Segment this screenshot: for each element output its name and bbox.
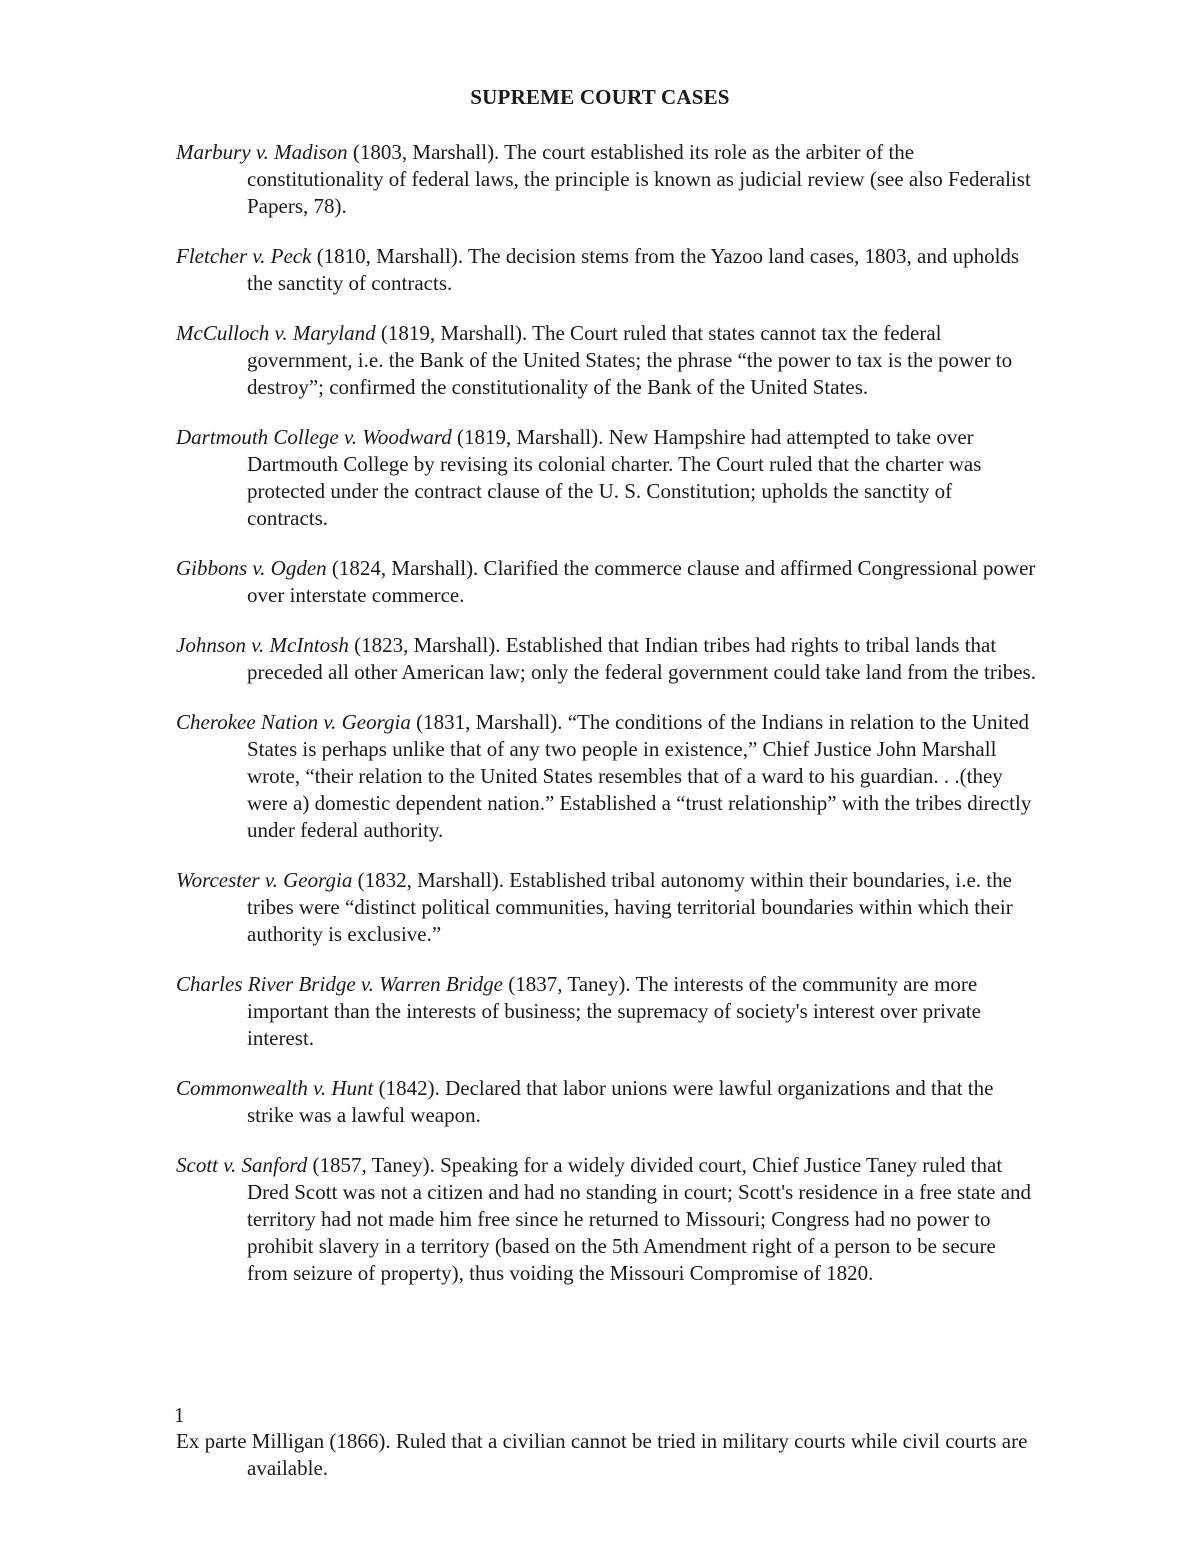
case-description: (1819, Marshall). The Court ruled that states cannot tax the federal government, i.e. the Bank of the United States; the phrase “the power to tax is the power to destroy”; confirmed the constitutionality of the Bank of the United States. [247,321,1013,399]
case-entry-marbury-v-madison [176,139,1036,220]
case-entry-gibbons-v-ogden [176,555,1036,609]
case-name: Marbury v. Madison [176,140,348,164]
case-entry-worcester-v-georgia [176,867,1036,948]
case-entry-commonwealth-v-hunt [176,1075,1036,1129]
case-name: Commonwealth v. Hunt [176,1076,374,1100]
page-title: SUPREME COURT CASES [470,85,730,109]
case-name: Cherokee Nation v. Georgia [176,710,411,734]
case-entry-fletcher-v-peck [176,243,1036,297]
case-description: (1810, Marshall). The decision stems from the Yazoo land cases, 1803, and upholds the sanctity of contracts. [247,244,1020,295]
case-name: Scott v. Sanford [176,1153,308,1177]
case-description: (1857, Taney). Speaking for a widely divided court, Chief Justice Taney ruled that Dred Scott was not a citizen and had no standing in court; Scott's residence in a free state and territory had not made him free since he returned to Missouri; Congress had no power to prohibit slavery in a territory (based on the 5th Amendment right of a person to be secure from seizure of property), thus voiding the Missouri Compromise of 1820. [247,1153,1032,1285]
case-description: (1819, Marshall). New Hampshire had attempted to take over Dartmouth College by revising its colonial charter. The Court ruled that the charter was protected under the contract clause of the U. S. Constitution; upholds the sanctity of contracts. [247,425,982,530]
case-entry-johnson-v-mcintosh [176,632,1036,686]
case-entry-dartmouth-college-v-woodward [176,424,1036,532]
case-name: Charles River Bridge v. Warren Bridge [176,972,504,996]
case-name: Gibbons v. Ogden [176,556,327,580]
case-entry-ex-parte-milligan: Ex parte Milligan (1866). Ruled that a civilian cannot be tried in military courts while civil courts are available. [176,1429,1028,1480]
case-name: McCulloch v. Maryland [176,321,376,345]
case-description: (1837, Taney). The interests of the community are more important than the interests of business; the supremacy of society's interest over private interest. [247,972,981,1050]
case-name: Dartmouth College v. Woodward [176,425,452,449]
case-description: (1842). Declared that labor unions were lawful organizations and that the strike was a lawful weapon. [247,1076,994,1127]
case-name: Johnson v. McIntosh [176,633,349,657]
case-description: (1832, Marshall). Established tribal autonomy within their boundaries, i.e. the tribes were “distinct political communities, having territorial boundaries within which their authority is exclusive.” [247,868,1013,946]
case-entry-scott-v-sanford [176,1152,1036,1287]
case-description: (1831, Marshall). “The conditions of the Indians in relation to the United States is perhaps unlike that of any two people in existence,” Chief Justice John Marshall wrote, “their relation to the United States resembles that of a ward to his guardian. . .(they were a) domestic dependent nation.” Established a “trust relationship” with the tribes directly under federal authority. [247,710,1032,842]
page-number: 1 [174,1403,185,1427]
case-list [176,139,1036,1310]
case-name: Fletcher v. Peck [176,244,312,268]
case-entry-cherokee-nation-v-georgia [176,709,1036,844]
case-description: (1803, Marshall). The court established its role as the arbiter of the constitutionality of federal laws, the principle is known as judicial review (see also Federalist Papers, 78). [247,140,1031,218]
case-description: (1824, Marshall). Clarified the commerce clause and affirmed Congressional power over interstate commerce. [247,556,1036,607]
case-entry-charles-river-bridge-v-warren-bridge [176,971,1036,1052]
case-entry-mcculloch-v-maryland [176,320,1036,401]
case-description: (1823, Marshall). Established that Indian tribes had rights to tribal lands that preceded all other American law; only the federal government could take land from the tribes. [247,633,1036,684]
case-name: Worcester v. Georgia [176,868,353,892]
